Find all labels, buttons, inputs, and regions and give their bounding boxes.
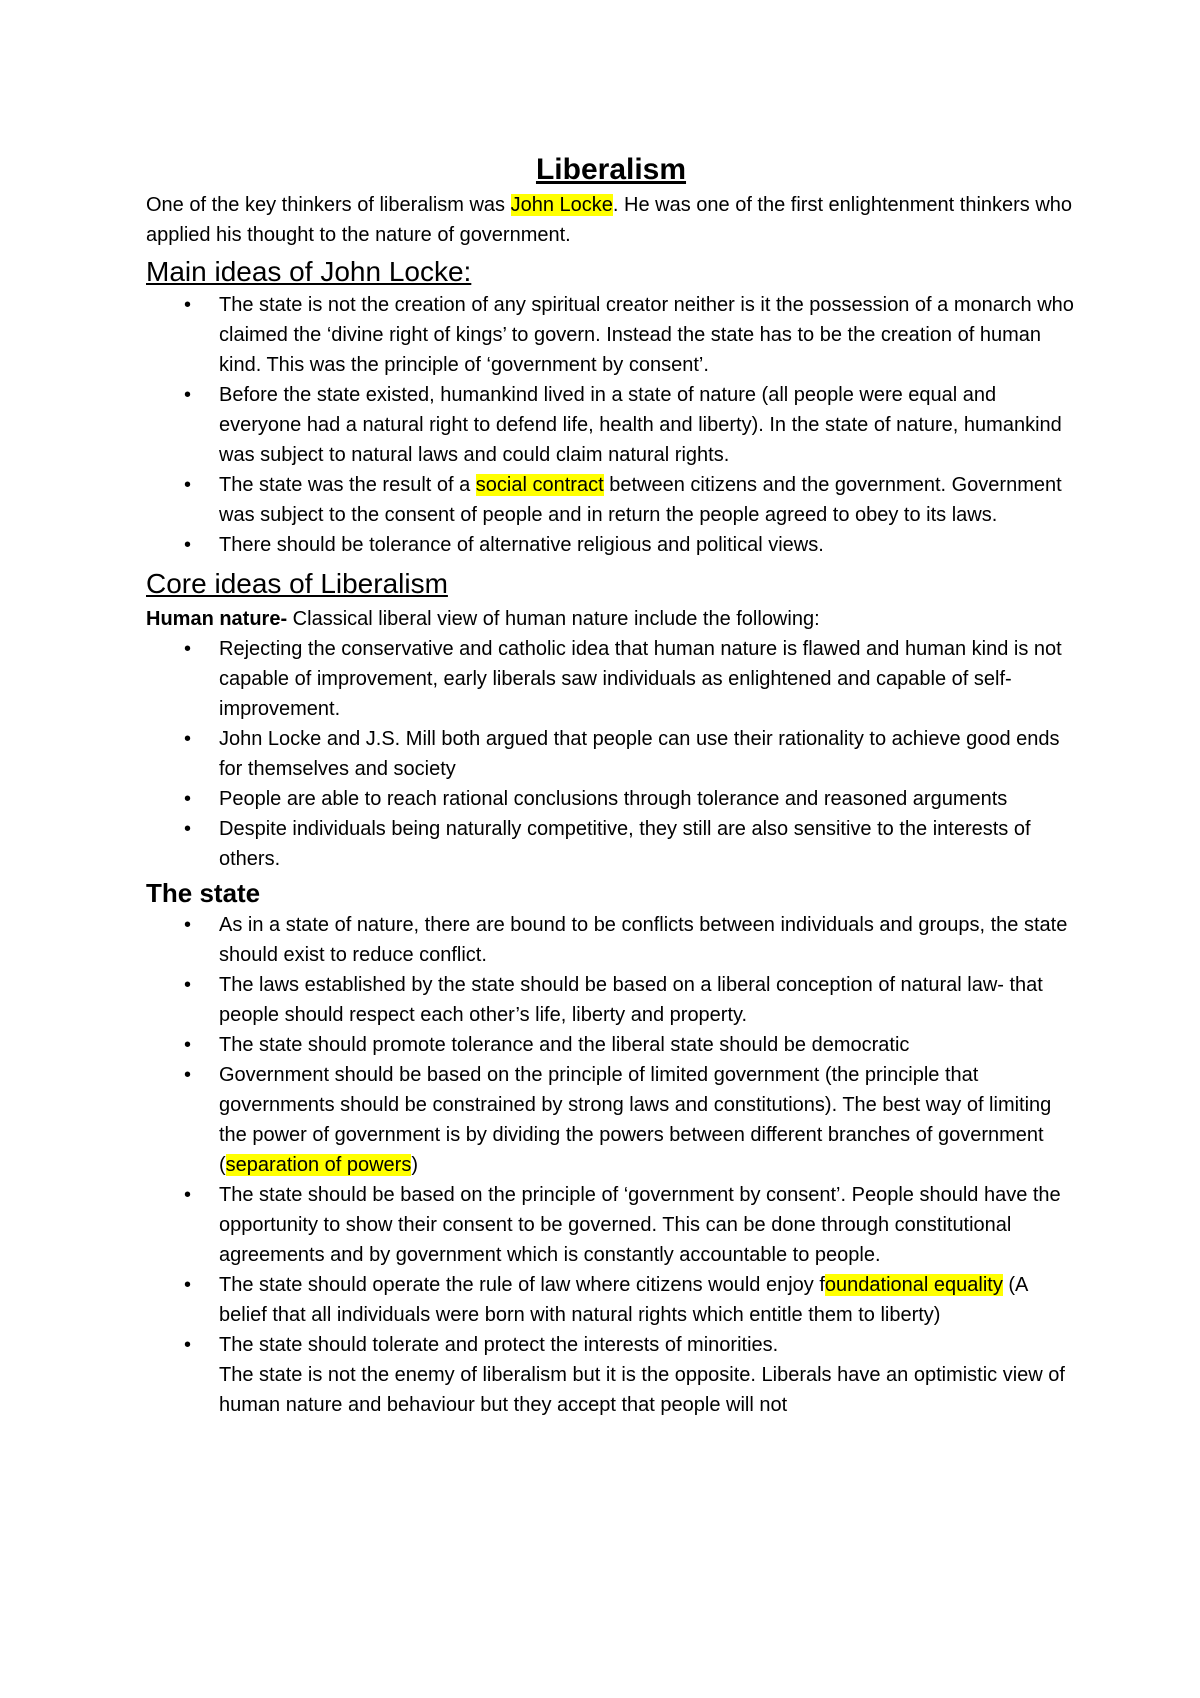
list-item — [146, 910, 1076, 970]
bullet-icon: • — [184, 1274, 192, 1296]
list-item — [146, 290, 1076, 380]
locke-heading: Main ideas of John Locke: — [146, 256, 472, 287]
list-item-text: Before the state existed, humankind lived in a state of nature (all people were equal and everyone had a natural right to defend life, health and liberty). In the state of nature, humankind was subject to natural laws and could claim natural rights. — [219, 384, 1062, 466]
list-item-text: Despite individuals being naturally competitive, they still are also sensitive to the interests of others. — [219, 818, 1031, 870]
list-item — [146, 634, 1076, 724]
human-nature-text: Classical liberal view of human nature include the following: — [287, 608, 820, 630]
list-item-text-after: between citizens and the government. Government was subject to the consent of people and in return the people agreed to obey to its laws. — [219, 474, 1062, 526]
list-item — [146, 530, 1076, 560]
bullet-icon: • — [184, 974, 192, 996]
bullet-icon: • — [184, 1334, 192, 1356]
closing-paragraph: The state is not the enemy of liberalism but it is the opposite. Liberals have an optimistic view of human nature and behaviour but they accept that people will not — [219, 1364, 1065, 1416]
human-nature-list — [146, 634, 1076, 874]
list-item-text: The state should tolerate and protect the interests of minorities. — [219, 1334, 779, 1356]
list-item — [146, 470, 1076, 530]
highlight-john-locke: John Locke — [510, 194, 613, 216]
human-nature-paragraph — [146, 604, 1076, 634]
highlight-foundational-equality: oundational equality — [824, 1274, 1003, 1296]
list-item-text-after: (A belief that all individuals were born with natural rights which entitle them to liberty) — [219, 1274, 1028, 1326]
intro-text-before: One of the key thinkers of liberalism was — [146, 194, 511, 216]
list-item-text: The laws established by the state should be based on a liberal conception of natural law- that people should respect each other’s life, liberty and property. — [219, 974, 1043, 1026]
list-item — [146, 814, 1076, 874]
bullet-icon: • — [184, 384, 192, 406]
locke-list — [146, 290, 1076, 560]
list-item-text: The state should promote tolerance and the liberal state should be democratic — [219, 1034, 910, 1056]
bullet-icon: • — [184, 294, 192, 316]
bullet-icon: • — [184, 914, 192, 936]
list-item-text: People are able to reach rational conclusions through tolerance and reasoned arguments — [219, 788, 1008, 810]
core-heading: Core ideas of Liberalism — [146, 568, 448, 599]
bullet-icon: • — [184, 1064, 192, 1086]
state-list — [146, 910, 1076, 1420]
list-item — [146, 380, 1076, 470]
list-item-text-before: Government should be based on the principle of limited government (the principle that governments should be constrained by strong laws and constitutions). The best way of limiting the power of government is by dividing the powers between different branches of government ( — [219, 1064, 1052, 1176]
bullet-icon: • — [184, 818, 192, 840]
state-heading: The state — [146, 878, 261, 908]
human-nature-label: Human nature- — [146, 608, 288, 630]
bullet-icon: • — [184, 474, 192, 496]
list-item — [146, 1330, 1076, 1420]
list-item — [146, 1030, 1076, 1060]
list-item — [146, 1180, 1076, 1270]
list-item-text-before: The state should operate the rule of law where citizens would enjoy f — [219, 1274, 825, 1296]
list-item-text: The state is not the creation of any spiritual creator neither is it the possession of a monarch who claimed the ‘divine right of kings’ to govern. Instead the state has to be the creation of human kind. This was the principle of ‘government by consent’. — [219, 294, 1074, 376]
intro-text-after: . He was one of the first enlightenment thinkers who applied his thought to the nature of government. — [146, 194, 1073, 246]
list-item-text-after: ) — [411, 1154, 419, 1176]
bullet-icon: • — [184, 1184, 192, 1206]
list-item-text: John Locke and J.S. Mill both argued that people can use their rationality to achieve good ends for themselves and society — [219, 728, 1060, 780]
list-item — [146, 724, 1076, 784]
list-item-text: As in a state of nature, there are bound to be conflicts between individuals and groups, the state should exist to reduce conflict. — [219, 914, 1068, 966]
list-item-text: The state should be based on the principle of ‘government by consent’. People should have the opportunity to show their consent to be governed. This can be done through constitutional agreements and by government which is constantly accountable to people. — [219, 1184, 1061, 1266]
document-page — [146, 150, 1076, 1420]
bullet-icon: • — [184, 788, 192, 810]
list-item — [146, 970, 1076, 1030]
list-item-text: Rejecting the conservative and catholic idea that human nature is flawed and human kind is not capable of improvement, early liberals saw individuals as enlightened and capable of self-improvement. — [219, 638, 1062, 720]
bullet-icon: • — [184, 534, 192, 556]
page-title: Liberalism — [535, 153, 687, 186]
intro-paragraph — [146, 190, 1076, 250]
bullet-icon: • — [184, 638, 192, 660]
highlight-separation-of-powers: separation of powers — [225, 1154, 412, 1176]
bullet-icon: • — [184, 728, 192, 750]
list-item — [146, 784, 1076, 814]
list-item — [146, 1060, 1076, 1180]
list-item — [146, 1270, 1076, 1330]
highlight-social-contract: social contract — [475, 474, 604, 496]
list-item-text: There should be tolerance of alternative religious and political views. — [219, 534, 824, 556]
bullet-icon: • — [184, 1034, 192, 1056]
list-item-text-before: The state was the result of a — [219, 474, 476, 496]
